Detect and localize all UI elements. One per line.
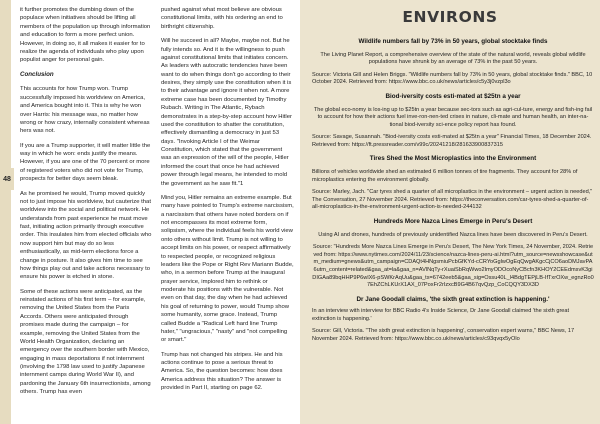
news-brief-source: Source: Savage, Susannah. "Biod-iversity costs esti-mated at $25tn a year" Financial Times, 18 December 2024. Retrieved from: https://ft.pressreader.com/v99c/20241218/281633900837315 — [312, 134, 592, 148]
news-brief-heading: Dr Jane Goodall claims, 'the sixth great extinction is happening.' — [356, 295, 550, 303]
news-brief — [312, 93, 594, 150]
article-column-1 — [20, 6, 153, 418]
right-page — [300, 0, 600, 424]
article-paragraph: This accounts for how Trump won. Trump successfully imposed his worldview on America, and America bought into it. This is why he won over Harris: his message was, no matter how wrong or how crazy, internally consistent whereas hers was not. — [20, 86, 150, 135]
news-brief — [312, 155, 594, 212]
article-column-2 — [161, 6, 294, 418]
news-brief-body: The global eco-nomy is los-ing up to $25tn a year because sec-tors such as agri-cul-ture, energy and fish-ing fail to account for how their actions fuel inve-ron-nen-ted crises in nature, cli-mate and human health, an inter-na-tional biod-iversity sci-ence policy report has found. — [313, 106, 593, 128]
news-brief-source: Source: Gill, Victoria. "The sixth great extinction is happening', conservation expert warns," BBC News, 17 November 2024. Retrieved from: https://www.bbc.co.uk/news/articles/c93qvqx5yOlo — [312, 328, 575, 343]
news-brief-body: The Living Planet Report, a comprehensive overview of the state of the natural world, reveals global wildlife populations have shrunk by an average of 73% in the past 50 years. — [320, 51, 586, 66]
article-paragraph: Mind you, Hitler remains an extreme example. But many have pointed to Trump's extreme narcissism, a narcissism that others have noted borders on if not encompasses its most extreme form, solipsism, where the individual feels his world view onto others without limit. Trump is not willing to accept limits on his power, or respect affirmatively to respected people, or recognized religious leaders like the Pope or Right Rev Mariann Budde, who, in a sermon before Trump at the inaugural prayer service, implored him to rethink or moderate his positions with the vulnerable. Not even on that day, the day when he had achieved his goal of returning to power, would Trump show some humanity, some grace. Instead, Trump called Budde a "Radical Left hard line Trump hater," "ungracious," "nasty" and "not compelling or smart." — [161, 194, 294, 344]
article-paragraph: As he promised he would, Trump moved quickly not to just impose his worldview, but cauterize that worldview into the social and political network. He understands from past experience he must move fast, initiating action primarily through executive order. This insulates him from elected officials who now support him but may do so less enthusiastically, as mid-term elections force a change in posture. It also gives him time to see how things play out and take actions necessary to ensure his power is etched in stone. — [20, 190, 152, 281]
section-heading-conclusion: Conclusion — [20, 70, 54, 78]
news-brief-body: Using AI and drones, hundreds of previously unidentified Nazca lines have been discovered in Peru's Desert. — [318, 231, 588, 238]
left-page-margin-strip — [0, 0, 11, 424]
news-brief — [312, 218, 594, 290]
page-number: 48 — [0, 168, 14, 190]
news-brief-body: In an interview with interview for BBC Radio 4's Inside Science, Dr Jane Goodall claimed 'the sixth great extinction is happening.' — [312, 308, 570, 322]
news-brief — [312, 296, 594, 344]
article-paragraph: Trump has not changed his stripes. He and his actions continue to pose a serious threat to America. So, the question becomes: how does America address this situation? The answer is provided in Part II, starting on page 62. — [161, 351, 283, 392]
news-brief-body: Billions of vehicles worldwide shed an estimated 6 million tonnes of tire fragments. They account for 28% of microplastics entering the environment globally. — [312, 169, 578, 183]
news-brief-source: Source: Victoria Gill and Helen Briggs. "Wildlife numbers fall by 73% in 50 years, global stocktake finds." BBC, 10 October 2024. Retrieved from: https://www.bbc.co.uk/news/articles/c5y3j0vzpl3o — [312, 71, 593, 86]
page-title: ENVIRONS — [402, 8, 498, 26]
news-brief-heading: Biod-iversity costs esti-mated at $25tn a year — [385, 92, 521, 100]
article-paragraph: it further promotes the dumbing down of the populace when initiatives should be lifting all members of the population up through information and education to form a more perfect union. However, in doing so, it all makes it easier for to realize the agenda of individuals who play upon populist anger for personal gain. — [20, 7, 151, 64]
article-columns — [20, 6, 294, 418]
article-paragraph: If you are a Trump supporter, it will matter little the way in which he won: ends justify the means. However, if you are one of the 70 percent or more of registered voters who did not vote for Trump, prospects for better days seem bleak. — [20, 142, 151, 183]
news-brief-heading: Hundreds More Nazca Lines Emerge in Peru's Desert — [373, 218, 533, 225]
news-briefs — [312, 38, 594, 350]
article-paragraph: pushed against what most believe are obvious constitutional limits, with his ordering an end to birthright citizenship. — [161, 7, 283, 30]
article-paragraph: Will he succeed in all? Maybe, maybe not. But he fully intends so. And it is the willingness to push against constitutional limits that initiates concern. As leaders with autocratic tendencies have been want to do when things don't go according to their desires, they simply use the constitution when it is to their advantage and ignore it when not. A more extreme case has been documented by Timothy Rubach. Writing in The Atlantic, Rybach demonstrates in a step-by-step account how Hitler used the constitution to shatter the constitution, effectively dismantling a democracy in just 53 days. "Invoking Article I of the Weimar Constitution, which stated that the government was an expression of the will of the people, Hitler informed the court that once he had achieved power through legal means, he intended to mold the government as he saw fit."1 — [161, 38, 292, 187]
news-brief-source: Source: Marley, Jach. "Car tyres shed a quarter of all microplastics in the environment – urgent action is needed," The Conversation, 27 November 2024. Retrieved from: https://theconversation.com/car-tyres-shed-a-quarter-of-all-microplastics-in-the-environment-urgent-action-is-needed-244132 — [312, 189, 593, 211]
article-paragraph: Some of these actions were anticipated, as the reinstated actions of his first term – for example, removing the United States from the Paris Accords. Others were anticipated through promises made during the campaign – for example, removing the United States from the World Health Organization, declaring an emergency over the southern border with Mexico, engaging in mass deportations if not internment (involving the 1798 law used to justify Japanese internment camps during World War II), and pardoning the January 6th insurrectionists, among others. Trump has even — [20, 288, 151, 396]
news-brief — [312, 38, 594, 87]
news-brief-heading: Wildlife numbers fall by 73% in 50 years, global stocktake finds — [358, 38, 548, 45]
news-brief-heading: Tires Shed the Most Microplastics into the Environment — [369, 155, 537, 163]
news-brief-source: Source: "Hundreds More Nazca Lines Emerge in Peru's Desert, The New York Times, 24 November, 2024. Retrieved from: https://www.nytimes.com/2024/11/23/science/nazca-lines-peru-ai.html?utm_source=newsshowcase&utm_medium=gnews&utm_campaign=CDAQt4HNgsmiuPcbGfKYd-cCRYoGglwOgEqQwgAKgcCjCO6aoDMJavPA6utm_content=related&gaa_at=la&gaa_n=AVlNqTy-rXuaiSbRqWwo2ImyODOcoNyCBcfn3KHOY2CEEdmsvK3giDIGAa89bqHHP9P6wlX6-pSWKrAqUu&gaa_ts=6742eeb5&gaa_sig=Ossu40L_l4BdgTEPjLB-IfTxrOXw_egnzRo07EhZChLKUrX1AX_07PoxFr2rIzxcB9G4B67qvQzp_CoCQQY3DX3D — [312, 244, 594, 289]
